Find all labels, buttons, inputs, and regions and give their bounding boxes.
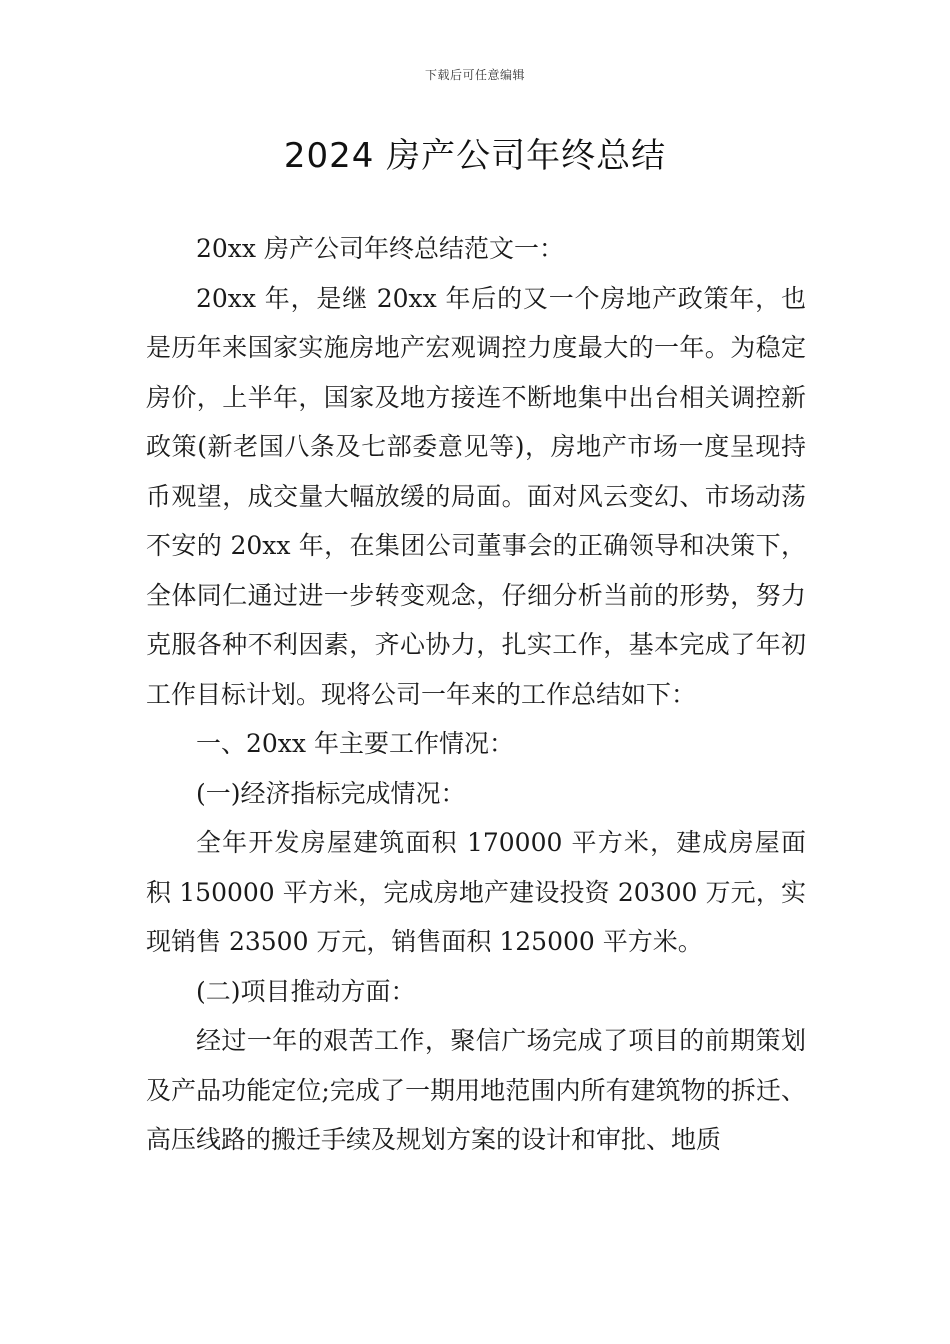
- paragraph-projects: 经过一年的艰苦工作，聚信广场完成了项目的前期策划及产品功能定位;完成了一期用地范围内所有建筑物的拆迁、高压线路的搬迁手续及规划方案的设计和审批、地质: [146, 1026, 806, 1154]
- header-note: 下载后可任意编辑: [424, 68, 525, 82]
- subsection-heading-projects: (二)项目推动方面：: [196, 976, 416, 1006]
- document-title: 2024 房产公司年终总结: [283, 136, 667, 176]
- section-heading-main-work: 一、20xx 年主要工作情况：: [196, 729, 514, 758]
- paragraph-economic: 全年开发房屋建筑面积 170000 平方米，建成房屋面积 150000 平方米，完成房地产建设投资 20300 万元，实现销售 23500 万元，销售面积 125000 平方米。: [146, 828, 806, 956]
- paragraph-intro: 20xx 房产公司年终总结范文一：: [196, 234, 564, 263]
- subsection-heading-economic: (一)经济指标完成情况：: [196, 778, 466, 808]
- document-body: [146, 224, 806, 1165]
- paragraph-overview: 20xx 年，是继 20xx 年后的又一个房地产政策年，也是历年来国家实施房地产宏观调控力度最大的一年。为稳定房价，上半年，国家及地方接连不断地集中出台相关调控新政策(新老国八条及七部委意见等)，房地产市场一度呈现持币观望，成交量大幅放缓的局面。面对风云变幻、市场动荡不安的 20xx 年，在集团公司董事会的正确领导和决策下，全体同仁通过进一步转变观念，仔细分析当前的形势，努力克服各种不利因素，齐心协力，扎实工作，基本完成了年初工作目标计划。现将公司一年来的工作总结如下：: [146, 283, 806, 709]
